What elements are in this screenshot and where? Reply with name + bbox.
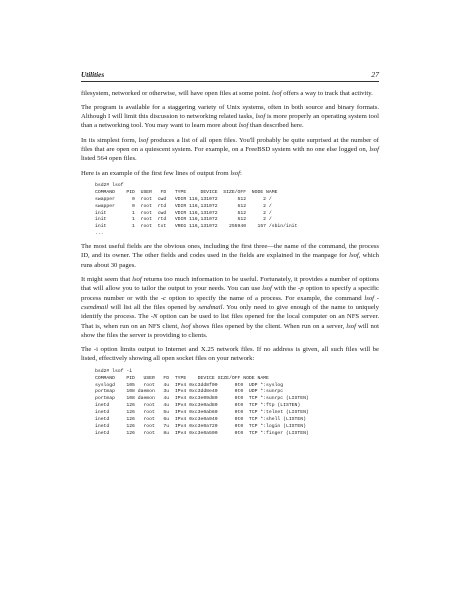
code-line: ... <box>95 231 104 237</box>
section-title: Utilities <box>81 71 105 79</box>
text-run: listed 564 open files. <box>81 155 137 163</box>
italic-term: lsof <box>132 276 142 284</box>
code-line: portmap 108 daemon 3u IPv4 0xc3dd8e40 0t0 UDP *:sunrpc <box>95 389 284 395</box>
text-run: The most useful fields are the obvious ones, including the first three—the name of the command, the process ID, and its owner. The other fields and codes used in the fields are explained in the manpage for <box>81 243 379 260</box>
italic-term: -N <box>150 313 158 321</box>
italic-term: lsof <box>262 285 272 293</box>
text-run: shows files opened by the client. When run on a server, <box>190 322 347 330</box>
code-line: bsd2# lsof <box>95 182 124 188</box>
code-line: init 1 root rtd VDIR 116,131072 512 2 / <box>95 217 272 223</box>
text-run: It might seem that <box>81 276 133 284</box>
italic-term: lsof <box>238 122 249 130</box>
italic-term: lsof <box>346 322 356 330</box>
code-line: swapper 0 root cwd VDIR 116,131072 512 2 / <box>95 196 272 202</box>
code-line: inetd 126 root 6u IPv4 0xc3e0a940 0t0 TCP *:shell (LISTEN) <box>95 417 306 423</box>
text-run: In its simplest form, <box>81 136 139 144</box>
paragraph <box>81 89 379 98</box>
text-run: filesystem, networked or otherwise, will have open files at some point. <box>81 89 272 97</box>
code-line: inetd 126 root 8u IPv4 0xc3e0a500 0t0 TCP *:finger (LISTEN) <box>95 430 309 436</box>
text-run: than described here. <box>248 122 304 130</box>
code-line: syslogd 105 root 4u IPv4 0xc3dd8f00 0t0 UDP *:syslog <box>95 382 284 388</box>
page-number: 27 <box>371 70 379 79</box>
text-run: option to specify a specific process number or with the <box>81 285 380 302</box>
text-run: offers a way to track that activity. <box>281 89 373 97</box>
text-run: will not show the files the server is providing to clients. <box>81 322 379 339</box>
code-line: init 1 root txt VREG 116,131072 255940 157 /sbin/init <box>95 224 298 230</box>
text-run: Here is an example of the first few lines of output from <box>81 169 231 177</box>
paragraph <box>81 169 379 178</box>
italic-term: -p <box>298 285 304 293</box>
code-line: init 1 root cwd VDIR 116,131072 512 2 / <box>95 210 272 216</box>
text-run: will list all the files opened by <box>108 303 199 311</box>
code-line: swapper 0 root rtd VDIR 116,131072 512 2 / <box>95 203 272 209</box>
code-line: COMMAND PID USER FD TYPE DEVICE SIZE/OFF NODE NAME <box>95 375 269 381</box>
running-header <box>81 70 379 82</box>
text-run: produces a list of all open files. You'll probably be quite surprised at the number of files that are open on a quiescent system. For example, on a FreeBSD system with no one else logged on, <box>81 136 379 153</box>
italic-term: lsof <box>138 136 149 144</box>
paragraph <box>81 103 379 131</box>
italic-term: lsof <box>230 169 240 177</box>
italic-term: lsof <box>369 145 379 153</box>
text-run: The program is available for a staggering variety of Unix systems, often in both source and binary formats. Although I will limit this discussion to networking related tasks, <box>81 103 379 121</box>
italic-term: lsof <box>271 89 282 97</box>
text-run: The -i option limits output to Internet and X.25 network files. If no address is given, all such files will be listed, effectively showing all open socket files on your network: <box>81 346 379 363</box>
code-block-lsof-i <box>95 369 379 438</box>
code-line: bsd2# lsof -i <box>95 368 133 374</box>
code-line: inetd 126 root 7u IPv4 0xc3e0a720 0t0 TCP *:login (LISTEN) <box>95 423 306 429</box>
text-run: is more properly an operating system tool than a networking tool. You may want to learn more about <box>81 113 379 130</box>
italic-term: lsof <box>255 113 266 121</box>
code-line: portmap 108 daemon 4u IPv4 0xc3e09d80 0t0 TCP *:sunrpc (LISTEN) <box>95 396 309 402</box>
paragraph <box>81 136 379 164</box>
text-run: : <box>239 169 242 177</box>
document-page <box>81 70 379 442</box>
code-block-lsof <box>95 183 379 238</box>
code-line: inetd 126 root 4u IPv4 0xc3e0ad80 0t0 TCP *:ftp (LISTEN) <box>95 403 301 409</box>
text-run: option to specify the name of a process. For example, the command <box>166 294 365 302</box>
text-run: . You only need to give enough of the name to uniquely identify the process. The <box>81 303 379 321</box>
text-run: returns too much information to be useful. Fortunately, it provides a number of options that will allow you to tailor the output to your needs. You can use <box>81 276 379 293</box>
paragraph <box>81 242 379 270</box>
code-line: inetd 126 root 5u IPv4 0xc3e0ab60 0t0 TCP *:telnet (LISTEN) <box>95 410 309 416</box>
italic-term: lsof -csendmail <box>81 294 379 311</box>
italic-term: -c <box>160 294 167 302</box>
text-run: with the <box>271 285 298 293</box>
italic-term: lsof <box>349 252 359 260</box>
code-line: COMMAND PID USER FD TYPE DEVICE SIZE/OFF NODE NAME <box>95 189 278 195</box>
paragraph <box>81 345 379 364</box>
italic-term: sendmail <box>198 303 223 311</box>
text-run: option can be used to list files opened for the local computer on an NFS server. That is, when run on an NFS client, <box>81 313 379 330</box>
paragraph <box>81 275 379 340</box>
text-run: , which runs about 30 pages. <box>81 252 379 269</box>
italic-term: lsof <box>180 322 191 330</box>
